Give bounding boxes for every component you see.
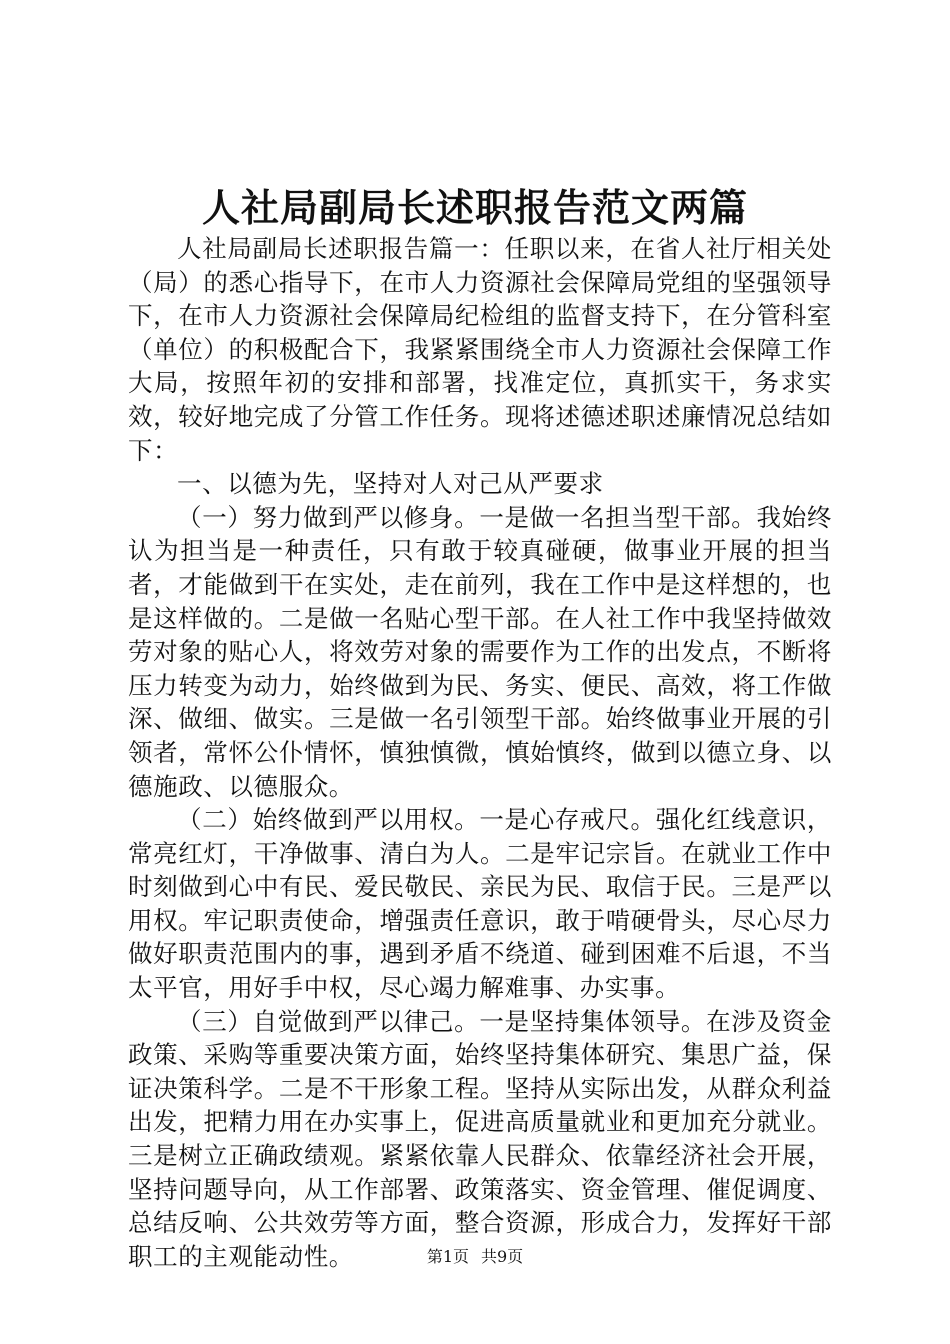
document-title: 人社局副局长述职报告范文两篇: [201, 185, 748, 230]
page-total: 共9页: [481, 1247, 524, 1266]
paragraph-use-of-power: （二）始终做到严以用权。一是心存戒尺。强化红线意识，常亮红灯，干净做事、清白为人。二是牢记宗旨。在就业工作中时刻做到心中有民、爱民敬民、亲民为民、取信于民。三是严以用权。牢记职责使命，增强责任意识，敢于啃硬骨头，尽心尽力做好职责范围内的事，遇到矛盾不绕道、碰到困难不后退，不当太平官，用好手中权，尽心竭力解难事、办实事。: [128, 805, 832, 1003]
page-footer: [0, 1246, 950, 1268]
paragraph-self-discipline: （三）自觉做到严以律己。一是坚持集体领导。在涉及资金政策、采购等重要决策方面，始终坚持集体研究、集思广益，保证决策科学。二是不干形象工程。坚持从实际出发，从群众利益出发，把精力用在办实事上，促进高质量就业和更加充分就业。三是树立正确政绩观。紧紧依靠人民群众、依靠经济社会开展，坚持问题导向，从工作部署、政策落实、资金管理、催促调度、总结反响、公共效劳等方面，整合资源，形成合力，发挥好干部职工的主观能动性。: [128, 1006, 832, 1271]
page-number: 第1页: [426, 1247, 469, 1266]
paragraph-intro: 人社局副局长述职报告篇一：任职以来，在省人社厅相关处（局）的悉心指导下，在市人力资源社会保障局党组的坚强领导下，在市人力资源社会保障局纪检组的监督支持下，在分管科室（单位）的积极配合下，我紧紧围绕全市人力资源社会保障工作大局，按照年初的安排和部署，找准定位，真抓实干，务求实效，较好地完成了分管工作任务。现将述德述职述廉情况总结如下：: [128, 234, 832, 465]
document-body: [128, 232, 832, 1273]
section-heading-1: 一、以德为先，坚持对人对己从严要求: [177, 469, 604, 499]
paragraph-self-cultivation: （一）努力做到严以修身。一是做一名担当型干部。我始终认为担当是一种责任，只有敢于较真碰硬，做事业开展的担当者，才能做到干在实处，走在前列，我在工作中是这样想的，也是这样做的。二是做一名贴心型干部。在人社工作中我坚持做效劳对象的贴心人，将效劳对象的需要作为工作的出发点，不断将压力转变为动力，始终做到为民、务实、便民、高效，将工作做深、做细、做实。三是做一名引领型干部。始终做事业开展的引领者，常怀公仆情怀，慎独慎微，慎始慎终，做到以德立身、以德施政、以德服众。: [128, 502, 832, 801]
